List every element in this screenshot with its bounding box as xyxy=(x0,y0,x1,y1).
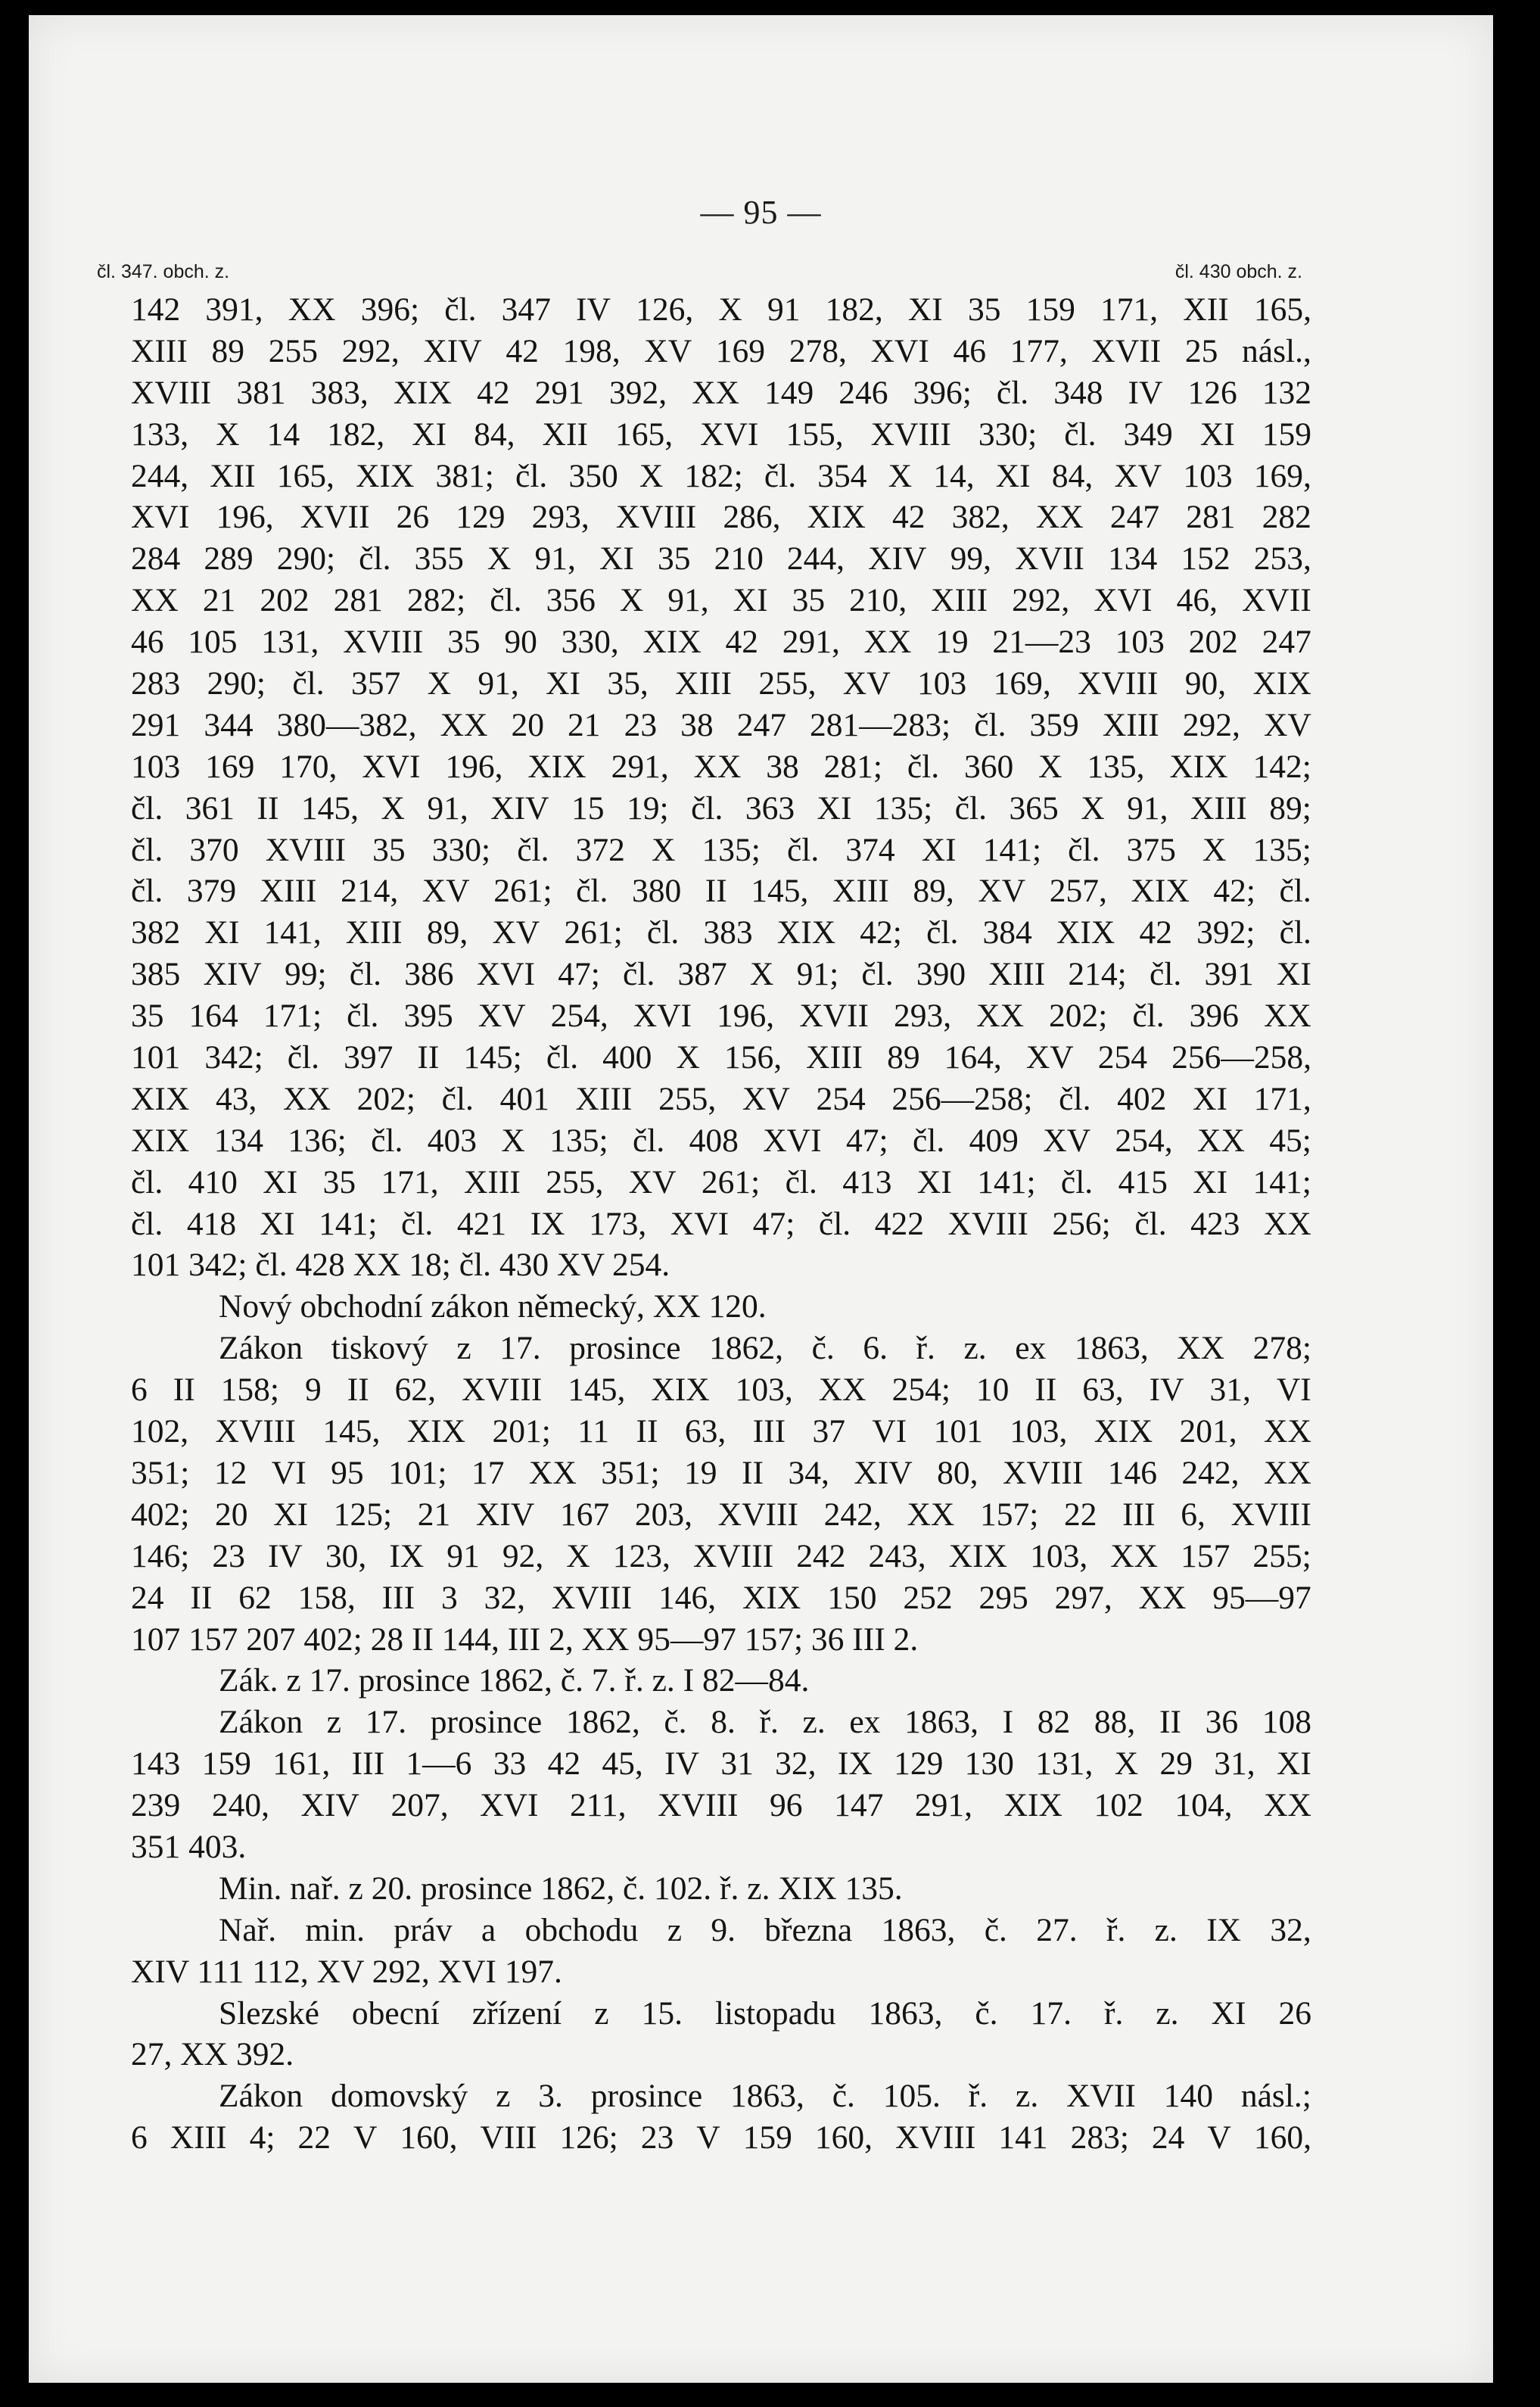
text-line: 283 290; čl. 357 X 91, XI 35, XIII 255, XV 103 169, XVIII 90, XIX xyxy=(131,665,1311,702)
text-line: XVIII 381 383, XIX 42 291 392, XX 149 246 396; čl. 348 IV 126 132 xyxy=(131,374,1311,411)
text-line: 284 289 290; čl. 355 X 91, XI 35 210 244, XIV 99, XVII 134 152 253, xyxy=(131,540,1311,578)
text-line: Zákon domovský z 3. prosince 1863, č. 105. ř. z. XVII 140 násl.; xyxy=(219,2078,1311,2115)
text-line: XVI 196, XVII 26 129 293, XVIII 286, XIX 42 382, XX 247 281 282 xyxy=(131,499,1311,536)
text-line: XIII 89 255 292, XIV 42 198, XV 169 278, XVI 46 177, XVII 25 násl., xyxy=(131,332,1311,369)
text-line: Zákon tiskový z 17. prosince 1862, č. 6. ř. z. ex 1863, XX 278; xyxy=(219,1330,1311,1367)
text-line: 239 240, XIV 207, XVI 211, XVIII 96 147 291, XIX 102 104, XX xyxy=(131,1787,1311,1824)
text-line: Nový obchodní zákon německý, XX 120. xyxy=(219,1288,767,1325)
text-line: 244, XII 165, XIX 381; čl. 350 X 182; čl. 354 X 14, XI 84, XV 103 169, xyxy=(131,457,1311,494)
text-line: 6 II 158; 9 II 62, XVIII 145, XIX 103, XX 254; 10 II 63, IV 31, VI xyxy=(131,1372,1311,1409)
text-line: 101 342; čl. 428 XX 18; čl. 430 XV 254. xyxy=(131,1247,670,1284)
text-line: Zákon z 17. prosince 1862, č. 8. ř. z. ex 1863, I 82 88, II 36 108 xyxy=(219,1704,1311,1741)
text-line: 351 403. xyxy=(131,1828,247,1865)
text-line: 291 344 380—382, XX 20 21 23 38 247 281—283; čl. 359 XIII 292, XV xyxy=(131,706,1311,743)
text-line: XX 21 202 281 282; čl. 356 X 91, XI 35 210, XIII 292, XVI 46, XVII xyxy=(131,582,1311,619)
text-line: 382 XI 141, XIII 89, XV 261; čl. 383 XIX 42; čl. 384 XIX 42 392; čl. xyxy=(131,914,1311,951)
running-head-left: čl. 347. obch. z. xyxy=(97,261,230,282)
text-line: 46 105 131, XVIII 35 90 330, XIX 42 291, XX 19 21—23 103 202 247 xyxy=(131,624,1311,661)
text-line: 143 159 161, III 1—6 33 42 45, IV 31 32, IX 129 130 131, X 29 31, XI xyxy=(131,1745,1311,1783)
text-line: 402; 20 XI 125; 21 XIV 167 203, XVIII 242, XX 157; 22 III 6, XVIII xyxy=(131,1496,1311,1533)
text-line: čl. 370 XVIII 35 330; čl. 372 X 135; čl. 374 XI 141; čl. 375 X 135; xyxy=(131,831,1311,868)
text-line: 6 XIII 4; 22 V 160, VIII 126; 23 V 159 160, XVIII 141 283; 24 V 160, xyxy=(131,2119,1311,2156)
text-line: 107 157 207 402; 28 II 144, III 2, XX 95—97 157; 36 III 2. xyxy=(131,1621,919,1658)
text-line: 103 169 170, XVI 196, XIX 291, XX 38 281; čl. 360 X 135, XIX 142; xyxy=(131,748,1311,785)
text-line: Nař. min. práv a obchodu z 9. března 1863, č. 27. ř. z. IX 32, xyxy=(219,1911,1311,1948)
text-line: 35 164 171; čl. 395 XV 254, XVI 196, XVII 293, XX 202; čl. 396 XX xyxy=(131,998,1311,1035)
running-head-right: čl. 430 obch. z. xyxy=(1174,261,1302,282)
text-line: XIV 111 112, XV 292, XVI 197. xyxy=(131,1953,562,1990)
text-line: čl. 410 XI 35 171, XIII 255, XV 261; čl. 413 XI 141; čl. 415 XI 141; xyxy=(131,1163,1311,1200)
text-line: Slezské obecní zřízení z 15. listopadu 1863, č. 17. ř. z. XI 26 xyxy=(219,1994,1311,2032)
text-line: čl. 379 XIII 214, XV 261; čl. 380 II 145, XIII 89, XV 257, XIX 42; čl. xyxy=(131,873,1311,910)
text-line: 133, X 14 182, XI 84, XII 165, XVI 155, XVIII 330; čl. 349 XI 159 xyxy=(131,416,1311,453)
text-line: čl. 361 II 145, X 91, XIV 15 19; čl. 363 XI 135; čl. 365 X 91, XIII 89; xyxy=(131,789,1311,827)
text-line: 351; 12 VI 95 101; 17 XX 351; 19 II 34, XIV 80, XVIII 146 242, XX xyxy=(131,1454,1311,1491)
book-page xyxy=(29,15,1493,2383)
index-text-body xyxy=(131,289,1311,2159)
text-line: 385 XIV 99; čl. 386 XVI 47; čl. 387 X 91; čl. 390 XIII 214; čl. 391 XI xyxy=(131,956,1311,993)
text-line: 142 391, XX 396; čl. 347 IV 126, X 91 182, XI 35 159 171, XII 165, xyxy=(131,291,1311,328)
text-line: 24 II 62 158, III 3 32, XVIII 146, XIX 150 252 295 297, XX 95—97 xyxy=(131,1579,1311,1616)
text-line: čl. 418 XI 141; čl. 421 IX 173, XVI 47; čl. 422 XVIII 256; čl. 423 XX xyxy=(131,1205,1311,1242)
text-line: Zák. z 17. prosince 1862, č. 7. ř. z. I 82—84. xyxy=(219,1662,810,1699)
text-line: 101 342; čl. 397 II 145; čl. 400 X 156, XIII 89 164, XV 254 256—258, xyxy=(131,1039,1311,1076)
text-line: XIX 43, XX 202; čl. 401 XIII 255, XV 254 256—258; čl. 402 XI 171, xyxy=(131,1080,1311,1117)
text-line: XIX 134 136; čl. 403 X 135; čl. 408 XVI 47; čl. 409 XV 254, XX 45; xyxy=(131,1122,1311,1159)
text-line: 102, XVIII 145, XIX 201; 11 II 63, III 37 VI 101 103, XIX 201, XX xyxy=(131,1413,1311,1450)
page-number: — 95 — xyxy=(700,194,822,231)
text-line: Min. nař. z 20. prosince 1862, č. 102. ř. z. XIX 135. xyxy=(219,1870,903,1907)
text-line: 27, XX 392. xyxy=(131,2036,294,2073)
text-line: 146; 23 IV 30, IX 91 92, X 123, XVIII 242 243, XIX 103, XX 157 255; xyxy=(131,1537,1311,1574)
